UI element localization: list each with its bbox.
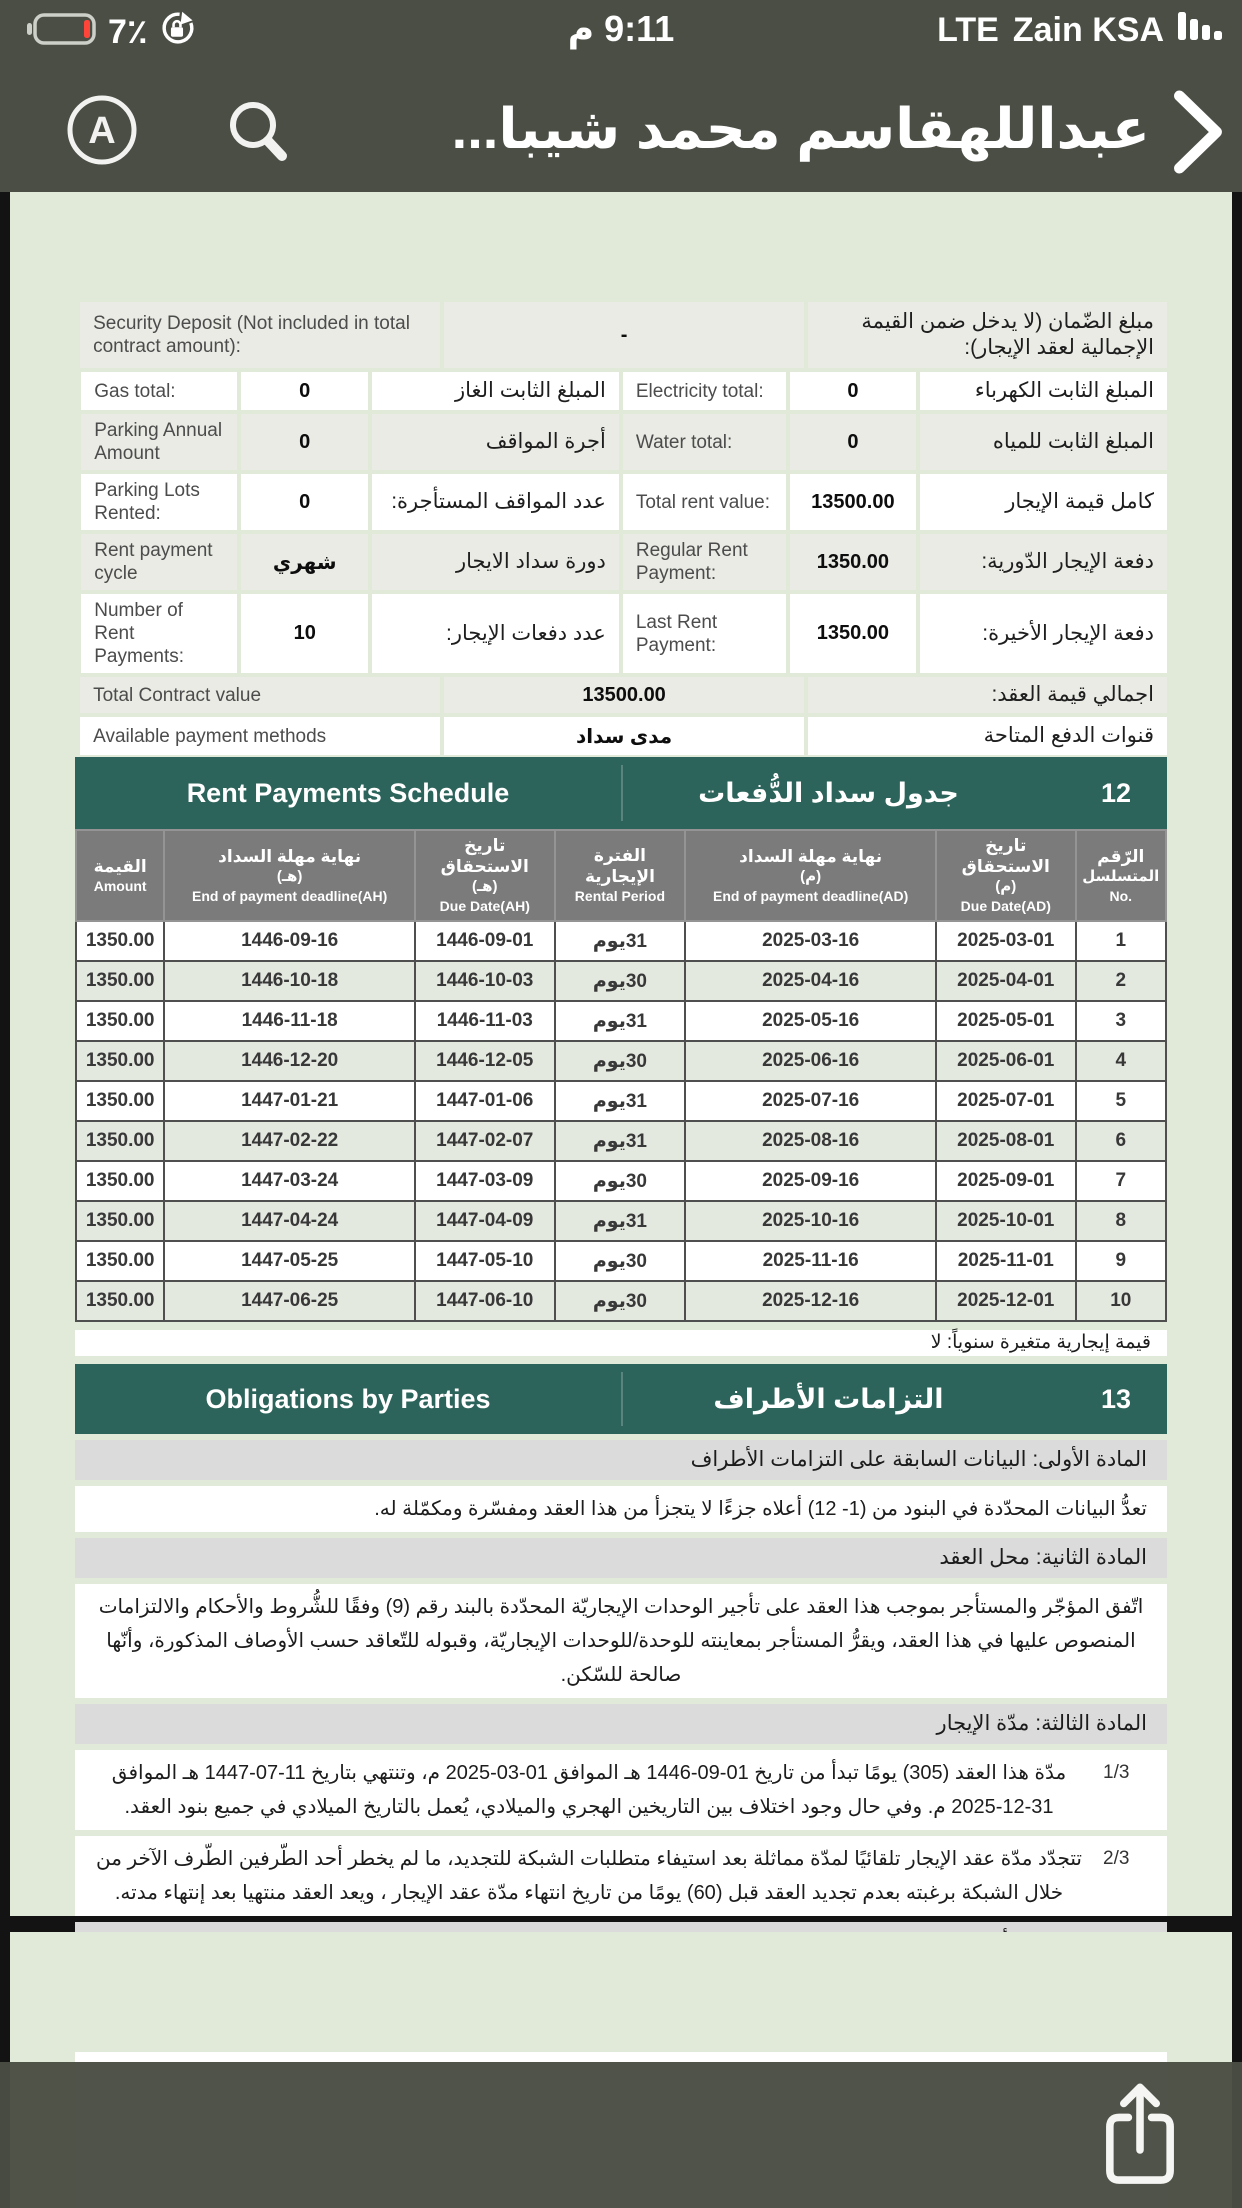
table-row [75,534,1167,590]
column-header: نهاية مهلة السداد (هـ) End of payment deadline(AH) [164,830,415,921]
cell-due-ad: 2025-04-01 [936,961,1076,1001]
clause-text: مدّة هذا العقد (305) يومًا تبدأ من تاريخ 01-09-1446 هـ الموافق 01-03-2025 م، وتنتهي بتاريخ 11-07-1447 هـ الموافق 31-12-2025 م. وفي حال وجود اختلاف بين التاريخين الهجري والميلادي، يُعمل بالتاريخ الميلادي في جميع بنود العقد. [111,1762,1067,1818]
cell-period: 30يوم [555,961,686,1001]
article-clause [75,1750,1167,1830]
row-value: - [444,302,803,368]
row-label-ar: دفعة الإيجار الدّورية: [920,534,1167,590]
cell-period: 31يوم [555,1121,686,1161]
row-label-en: Rent payment cycle [81,534,237,590]
cell-due-ad: 2025-09-01 [936,1161,1076,1201]
network-type: LTE [937,11,999,49]
search-button[interactable] [218,92,298,172]
cell-no: 8 [1076,1201,1166,1241]
cell-no: 5 [1076,1081,1166,1121]
row-label-ar: دورة سداد الايجار [372,534,619,590]
row-value: 0 [790,414,917,470]
table-row [75,414,1167,470]
section-header-payments [75,757,1167,829]
cell-due-ah: 1446-12-05 [415,1041,555,1081]
table-row [76,1281,1166,1321]
cell-deadline-ad: 2025-04-16 [685,961,936,1001]
column-header: نهاية مهلة السداد (م) End of payment deadline(AD) [685,830,936,921]
cell-no: 9 [1076,1241,1166,1281]
back-button[interactable] [1162,88,1232,176]
cell-deadline-ad: 2025-05-16 [685,1001,936,1041]
cell-deadline-ah: 1446-12-20 [164,1041,415,1081]
article-body [75,1486,1167,1532]
row-value: 0 [241,414,368,470]
cell-deadline-ad: 2025-03-16 [685,921,936,961]
cell-deadline-ad: 2025-07-16 [685,1081,936,1121]
column-header: الرّقم المتسلسل .No [1076,830,1166,921]
cell-no: 7 [1076,1161,1166,1201]
row-label-en: Electricity total: [623,372,786,410]
battery-percent: 7٪ [108,12,148,51]
cell-amount: 1350.00 [76,1121,164,1161]
reader-a-icon [62,110,142,174]
cell-period: 31يوم [555,1201,686,1241]
cell-amount: 1350.00 [76,1201,164,1241]
table-row [76,961,1166,1001]
back-chevron-icon [1162,163,1232,180]
bottom-toolbar [0,2062,1242,2208]
cell-deadline-ah: 1447-06-25 [164,1281,415,1321]
row-label-en: Gas total: [81,372,237,410]
search-icon [218,159,298,176]
row-label-en: Parking Lots Rented: [81,474,237,530]
table-row [76,1081,1166,1121]
cell-no: 4 [1076,1041,1166,1081]
article-title: المادة الثالثة: مدّة الإيجار [75,1704,1167,1744]
table-row [76,1241,1166,1281]
cell-due-ah: 1446-10-03 [415,961,555,1001]
row-label-ar: كامل قيمة الإيجار [920,474,1167,530]
section-title-ar: التزامات الأطراف [713,1384,944,1414]
column-header: الفترة الإيجارية Rental Period [555,830,686,921]
cell-deadline-ah: 1447-03-24 [164,1161,415,1201]
contract-summary-table [75,302,1167,755]
cell-amount: 1350.00 [76,1081,164,1121]
cell-due-ah: 1447-06-10 [415,1281,555,1321]
row-label-en: Total Contract value [80,677,440,713]
cell-no: 1 [1076,921,1166,961]
cell-due-ad: 2025-11-01 [936,1241,1076,1281]
cell-deadline-ah: 1446-11-18 [164,1001,415,1041]
table-row [76,1121,1166,1161]
clause-number: 2/3 [1103,1848,1130,1869]
row-label-en: Security Deposit (Not included in total contract amount): [80,302,440,368]
cell-due-ad: 2025-12-01 [936,1281,1076,1321]
table-row [76,1201,1166,1241]
cell-deadline-ad: 2025-11-16 [685,1241,936,1281]
cell-no: 6 [1076,1121,1166,1161]
section-title-en: Rent Payments Schedule [186,778,510,808]
cell-no: 3 [1076,1001,1166,1041]
row-value: شهري [241,534,368,590]
cell-due-ad: 2025-08-01 [936,1121,1076,1161]
column-header: تاريخ الاستحقاق (هـ) Due Date(AH) [415,830,555,921]
table-row [76,1041,1166,1081]
cell-amount: 1350.00 [76,1241,164,1281]
table-row [75,594,1167,673]
cell-due-ad: 2025-05-01 [936,1001,1076,1041]
section-title-ar: جدول سداد الدُّفعات [698,778,959,808]
column-header: تاريخ الاستحقاق (م) Due Date(AD) [936,830,1076,921]
cell-no: 2 [1076,961,1166,1001]
cell-deadline-ad: 2025-09-16 [685,1161,936,1201]
cell-deadline-ad: 2025-06-16 [685,1041,936,1081]
cell-period: 31يوم [555,921,686,961]
cell-deadline-ah: 1446-10-18 [164,961,415,1001]
row-label-en: Regular Rent Payment: [623,534,786,590]
article-text: اتّفق المؤجّر والمستأجر بموجب هذا العقد على تأجير الوحدات الإيجاريّة المحدّدة بالبند رقم (9) وفقًا للشُّروط والأحكام والالتزامات المنصوص عليها في هذا العقد، ويقرُّ المستأجر بمعاينته للوحدة/للوحدات الإيجاريّة، وقبوله للتّعاقد حسب الأوصاف المذكورة، وأنّها صالحة للسّكن. [98,1596,1144,1686]
column-header: القيمة Amount [76,830,164,921]
cell-due-ad: 2025-07-01 [936,1081,1076,1121]
row-value: 10 [241,594,368,673]
carrier-name: Zain KSA [1012,11,1164,49]
section-title-en: Obligations by Parties [205,1384,491,1414]
row-label-en: Number of Rent Payments: [81,594,237,673]
cell-deadline-ad: 2025-12-16 [685,1281,936,1321]
table-row [76,921,1166,961]
cell-amount: 1350.00 [76,1161,164,1201]
cell-period: 30يوم [555,1281,686,1321]
row-label-en: Available payment methods [80,717,440,755]
row-value: مدى سداد [444,717,803,755]
cell-due-ah: 1446-11-03 [415,1001,555,1041]
section-number: 13 [1100,1384,1131,1414]
pdf-viewer[interactable] [0,192,1242,2208]
rent-payments-schedule-table [75,829,1167,1322]
clause-text: تتجدّد مدّة عقد الإيجار تلقائيًا لمدّة مماثلة بعد استيفاء متطلبات الشبكة للتجديد، ما لم يخطر أحد الطّرفين الطّرف الآخر من خلال الشبكة برغبته بعدم تجديد العقد قبل (60) يومًا من تاريخ انتهاء مدّة عقد الإيجار ، ويعد العقد منتهيا بعد إنتهاء مدته. [96,1848,1082,1904]
cell-due-ah: 1447-01-06 [415,1081,555,1121]
cell-deadline-ah: 1447-01-21 [164,1081,415,1121]
cell-due-ad: 2025-10-01 [936,1201,1076,1241]
document-title: عبداللهقاسم محمد شيبا... [451,97,1150,160]
row-label-ar: عدد المواقف المستأجرة: [372,474,619,530]
article-body [75,1584,1167,1698]
section-number: 12 [1100,778,1131,808]
row-label-ar: اجمالي قيمة العقد: [808,677,1167,713]
row-label-en: Total rent value: [623,474,786,530]
cell-due-ad: 2025-06-01 [936,1041,1076,1081]
cell-due-ah: 1447-05-10 [415,1241,555,1281]
row-label-ar: دفعة الإيجار الأخيرة: [920,594,1167,673]
variable-rent-note: قيمة إيجارية متغيرة سنوياً: لا [75,1330,1167,1356]
cell-amount: 1350.00 [76,1281,164,1321]
row-label-ar: المبلغ الثابت للمياه [920,414,1167,470]
row-label-en: Parking Annual Amount [81,414,237,470]
row-value: 13500.00 [790,474,917,530]
article-text: تعدُّ البيانات المحدّدة في البنود من (1- 12) أعلاه جزءًا لا يتجزأ من هذا العقد ومفسّرة ومكمّلة له. [374,1498,1147,1520]
article-title: المادة الثانية: محل العقد [75,1538,1167,1578]
row-value: 1350.00 [790,534,917,590]
cell-deadline-ah: 1447-02-22 [164,1121,415,1161]
table-row [76,1161,1166,1201]
table-row [75,302,1167,368]
clause-number: 1/3 [1103,1762,1130,1783]
table-row [75,717,1167,755]
cell-amount: 1350.00 [76,961,164,1001]
cell-amount: 1350.00 [76,1001,164,1041]
cell-due-ah: 1447-03-09 [415,1161,555,1201]
cell-no: 10 [1076,1281,1166,1321]
row-label-ar: المبلغ الثابت الغاز [372,372,619,410]
table-row [76,1001,1166,1041]
cell-deadline-ah: 1447-05-25 [164,1241,415,1281]
cell-deadline-ad: 2025-08-16 [685,1121,936,1161]
table-row [75,372,1167,410]
signal-bars-icon [1178,10,1226,51]
row-value: 0 [241,372,368,410]
cell-period: 30يوم [555,1041,686,1081]
cell-deadline-ah: 1446-09-16 [164,921,415,961]
row-label-ar: أجرة المواقف [372,414,619,470]
article-title: المادة الأولى: البيانات السابقة على التزامات الأطراف [75,1440,1167,1480]
svg-text:A: A [88,110,116,152]
cell-deadline-ah: 1447-04-24 [164,1201,415,1241]
share-button[interactable] [1094,2078,1186,2194]
nav-bar [0,60,1242,192]
row-value: 13500.00 [444,677,803,713]
app-chrome [0,0,1242,192]
cell-deadline-ad: 2025-10-16 [685,1201,936,1241]
table-row [75,677,1167,713]
section-header-obligations [75,1364,1167,1434]
cell-period: 31يوم [555,1081,686,1121]
table-row [75,474,1167,530]
cell-due-ad: 2025-03-01 [936,921,1076,961]
cell-period: 30يوم [555,1241,686,1281]
row-value: 1350.00 [790,594,917,673]
row-label-en: Last Rent Payment: [623,594,786,673]
article-clause [75,1836,1167,1916]
row-label-ar: قنوات الدفع المتاحة [808,717,1167,755]
cell-due-ah: 1447-02-07 [415,1121,555,1161]
row-label-ar: مبلغ الضّمان (لا يدخل ضمن القيمة الإجمالية لعقد الإيجار): [808,302,1167,368]
cell-amount: 1350.00 [76,921,164,961]
clock: 9:11 م [567,8,675,49]
row-label-ar: المبلغ الثابت الكهرباء [920,372,1167,410]
cell-amount: 1350.00 [76,1041,164,1081]
status-bar [0,0,1242,60]
cell-due-ah: 1447-04-09 [415,1201,555,1241]
table-header-row [76,830,1166,921]
reader-mode-button[interactable] [62,90,142,170]
row-label-ar: عدد دفعات الإيجار: [372,594,619,673]
cell-due-ah: 1446-09-01 [415,921,555,961]
row-label-en: Water total: [623,414,786,470]
cell-period: 30يوم [555,1161,686,1201]
pdf-page-3 [10,192,1232,1916]
row-value: 0 [790,372,917,410]
share-icon [1094,2181,1186,2198]
cell-period: 31يوم [555,1001,686,1041]
row-value: 0 [241,474,368,530]
